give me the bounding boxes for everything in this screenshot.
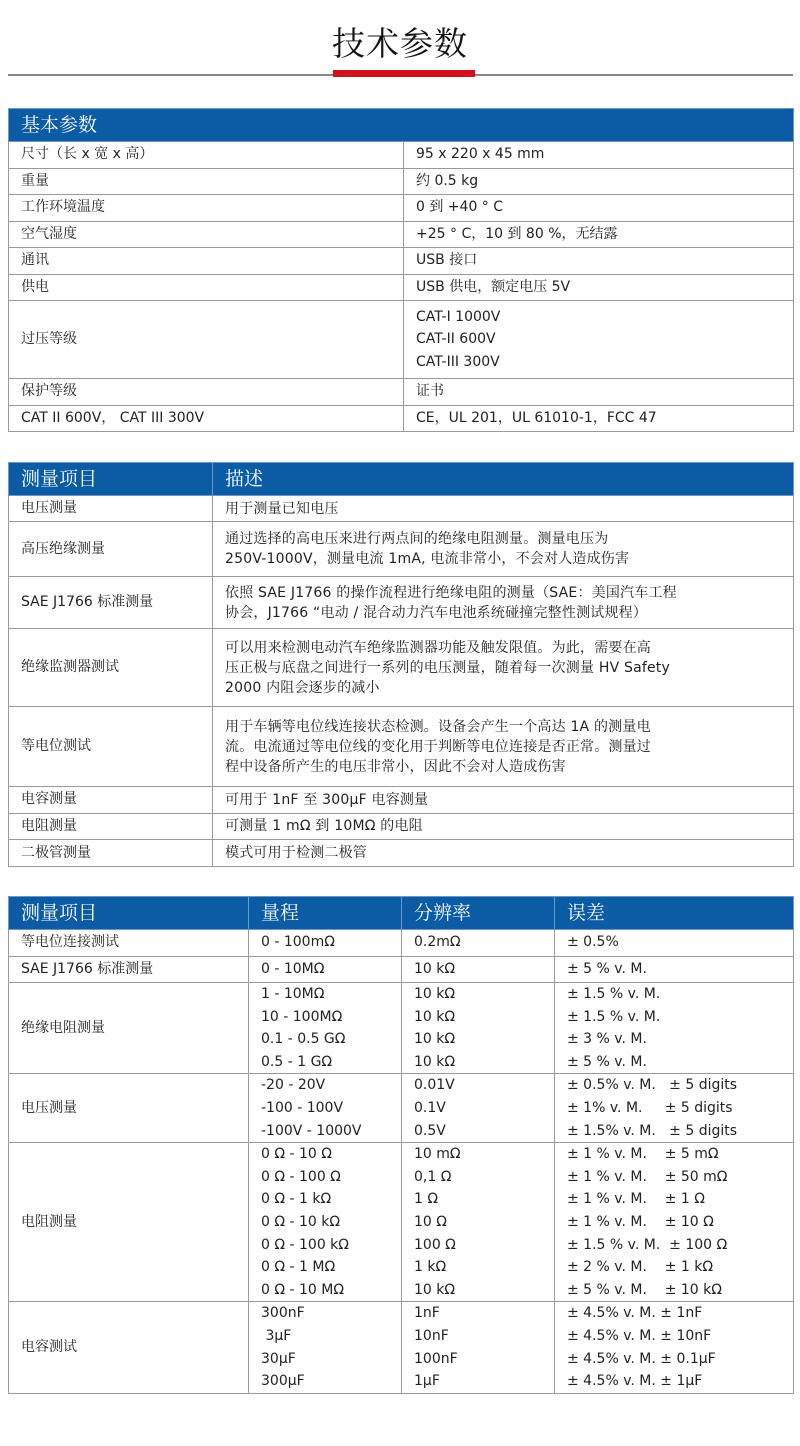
spec-range — [249, 1074, 402, 1143]
param-value — [404, 274, 794, 301]
table-row — [9, 301, 794, 379]
resolution-line: 10nF — [414, 1327, 449, 1344]
column-header: 测量项目 — [9, 897, 249, 930]
measurement-name: 电压测量 — [9, 1074, 249, 1143]
function-name: 电阻测量 — [9, 813, 213, 840]
accuracy-line: ± 0.5% — [567, 934, 619, 951]
accuracy-line: ± 4.5% v. M. ± 1nF — [567, 1305, 703, 1322]
spec-accuracy — [555, 1302, 794, 1393]
param-value-line: USB 供电，额定电压 5V — [416, 278, 571, 295]
measurement-name: 等电位连接测试 — [9, 930, 249, 957]
param-value-line: CAT-I 1000V — [416, 308, 501, 325]
range-line: 0 Ω - 10 Ω — [261, 1146, 332, 1163]
spec-accuracy — [555, 1074, 794, 1143]
param-label: 供电 — [9, 274, 404, 301]
basic-params-table — [8, 108, 794, 432]
table-row — [9, 787, 794, 814]
function-description — [213, 813, 794, 840]
function-name: 电容测量 — [9, 787, 213, 814]
param-value-line: 证书 — [416, 383, 444, 400]
table-row — [9, 629, 794, 707]
accuracy-line: ± 1.5 % v. M. — [567, 1008, 661, 1025]
resolution-line: 1 kΩ — [414, 1259, 447, 1276]
range-line: 0 Ω - 10 MΩ — [261, 1281, 345, 1298]
accuracy-line: ± 1 % v. M. ± 5 mΩ — [567, 1146, 719, 1163]
range-line: 0 Ω - 1 kΩ — [261, 1191, 332, 1208]
resolution-line: 0.01V — [414, 1077, 455, 1094]
param-value — [404, 195, 794, 222]
range-line: 0 - 10MΩ — [261, 960, 325, 977]
table-row — [9, 142, 794, 169]
table-header: 基本参数 — [9, 109, 794, 142]
page-title: 技术参数 — [332, 24, 468, 63]
resolution-line: 0.1V — [414, 1099, 446, 1116]
spec-range — [249, 1143, 402, 1302]
param-value-line: 约 0.5 kg — [416, 172, 479, 189]
measurement-name: SAE J1766 标准测量 — [9, 956, 249, 983]
description-line: 用于车辆等电位线连接状态检测。设备会产生一个高达 1A 的测量电 — [225, 718, 651, 735]
spec-resolution — [402, 1074, 555, 1143]
accuracy-line: ± 4.5% v. M. ± 1µF — [567, 1373, 703, 1390]
spec-range — [249, 930, 402, 957]
table-row — [9, 248, 794, 275]
description-line: 通过选择的高电压来进行两点间的绝缘电阻测量。测量电压为 — [225, 531, 609, 547]
accuracy-line: ± 1% v. M. ± 5 digits — [567, 1099, 733, 1116]
table-row — [9, 930, 794, 957]
resolution-line: 0.5V — [414, 1122, 446, 1139]
specs-table — [8, 896, 794, 1394]
accuracy-line: ± 1 % v. M. ± 1 Ω — [567, 1191, 705, 1208]
resolution-line: 1µF — [414, 1373, 440, 1390]
resolution-line: 10 Ω — [414, 1213, 447, 1230]
range-line: 0 - 100mΩ — [261, 934, 335, 951]
param-value-line: 0 到 +40 ° C — [416, 199, 504, 216]
range-line: 3µF — [261, 1327, 292, 1344]
column-header: 测量项目 — [9, 463, 213, 496]
title-accent-bar — [333, 70, 475, 77]
range-line: 300µF — [261, 1373, 305, 1390]
accuracy-line: ± 0.5% v. M. ± 5 digits — [567, 1077, 738, 1094]
param-label: 重量 — [9, 168, 404, 195]
column-header: 分辨率 — [402, 897, 555, 930]
range-line: 10 - 100MΩ — [261, 1008, 343, 1025]
range-line: 0 Ω - 100 Ω — [261, 1168, 341, 1185]
description-line: 可用于 1nF 至 300µF 电容测量 — [225, 791, 429, 808]
resolution-line: 10 kΩ — [414, 1053, 456, 1070]
resolution-line: 100 Ω — [414, 1236, 456, 1253]
param-value-line: +25 ° C，10 到 80 %，无结露 — [416, 225, 618, 242]
function-name: SAE J1766 标准测量 — [9, 577, 213, 629]
table-row — [9, 707, 794, 787]
description-line: 模式可用于检测二极管 — [225, 845, 367, 861]
function-name: 等电位测试 — [9, 707, 213, 787]
functions-table — [8, 462, 794, 867]
range-line: 1 - 10MΩ — [261, 986, 325, 1002]
resolution-line: 10 kΩ — [414, 1008, 456, 1025]
param-value-line: 95 x 220 x 45 mm — [416, 146, 545, 163]
column-header: 描述 — [213, 463, 794, 496]
table-row — [9, 1143, 794, 1302]
measurement-name: 电容测试 — [9, 1302, 249, 1393]
spec-resolution — [402, 1143, 555, 1302]
range-line: 0 Ω - 100 kΩ — [261, 1236, 349, 1253]
accuracy-line: ± 1.5 % v. M. — [567, 986, 661, 1002]
description-line: 程中设备所产生的电压非常小，因此不会对人造成伤害 — [225, 758, 566, 775]
measurement-name: 绝缘电阻测量 — [9, 983, 249, 1074]
param-label: 通讯 — [9, 248, 404, 275]
accuracy-line: ± 1.5 % v. M. ± 100 Ω — [567, 1236, 728, 1253]
param-value-line: CAT-III 300V — [416, 353, 500, 370]
table-row — [9, 577, 794, 629]
description-line: 可测量 1 mΩ 到 10MΩ 的电阻 — [225, 818, 423, 835]
spec-resolution — [402, 1302, 555, 1393]
range-line: -20 - 20V — [261, 1077, 326, 1094]
range-line: -100 - 100V — [261, 1099, 344, 1116]
table-row — [9, 956, 794, 983]
range-line: 30µF — [261, 1350, 296, 1367]
accuracy-line: ± 5 % v. M. — [567, 960, 647, 977]
param-value — [404, 221, 794, 248]
accuracy-line: ± 4.5% v. M. ± 10nF — [567, 1327, 712, 1344]
range-line: -100V - 1000V — [261, 1122, 362, 1139]
table-row — [9, 405, 794, 432]
description-line: 用于测量已知电压 — [225, 500, 339, 517]
param-value — [404, 405, 794, 432]
table-row — [9, 840, 794, 867]
function-description — [213, 522, 794, 577]
column-header: 量程 — [249, 897, 402, 930]
function-name: 绝缘监测器测试 — [9, 629, 213, 707]
range-line: 0 Ω - 1 MΩ — [261, 1259, 336, 1276]
accuracy-line: ± 4.5% v. M. ± 0.1µF — [567, 1350, 716, 1367]
param-value-line: CE，UL 201，UL 61010-1，FCC 47 — [416, 409, 657, 426]
spec-accuracy — [555, 1143, 794, 1302]
table-header-row — [9, 463, 794, 496]
param-value — [404, 379, 794, 406]
param-value — [404, 301, 794, 379]
accuracy-line: ± 1 % v. M. ± 10 Ω — [567, 1213, 714, 1230]
measurement-name: 电阻测量 — [9, 1143, 249, 1302]
table-row — [9, 522, 794, 577]
table-row — [9, 983, 794, 1074]
table-row — [9, 496, 794, 522]
param-label: 工作环境温度 — [9, 195, 404, 222]
resolution-line: 10 kΩ — [414, 1281, 456, 1298]
spec-resolution — [402, 983, 555, 1074]
table-header-row — [9, 897, 794, 930]
function-description — [213, 840, 794, 867]
spec-accuracy — [555, 956, 794, 983]
function-name: 高压绝缘测量 — [9, 522, 213, 577]
function-description — [213, 707, 794, 787]
range-line: 0.1 - 0.5 GΩ — [261, 1031, 346, 1048]
param-label: 保护等级 — [9, 379, 404, 406]
table-row — [9, 195, 794, 222]
description-line: 流。电流通过等电位线的变化用于判断等电位连接是否正常。测量过 — [225, 738, 651, 755]
table-row — [9, 813, 794, 840]
spec-range — [249, 983, 402, 1074]
spec-range — [249, 1302, 402, 1393]
table-row — [9, 221, 794, 248]
table-row — [9, 1074, 794, 1143]
accuracy-line: ± 1 % v. M. ± 50 mΩ — [567, 1168, 728, 1185]
description-line: 协会，J1766 “电动 / 混合动力汽车电池系统碰撞完整性测试规程） — [225, 604, 648, 621]
range-line: 0.5 - 1 GΩ — [261, 1053, 333, 1070]
function-description — [213, 629, 794, 707]
param-value — [404, 142, 794, 169]
param-label: 空气湿度 — [9, 221, 404, 248]
param-value-line: CAT-II 600V — [416, 331, 496, 348]
spec-accuracy — [555, 930, 794, 957]
accuracy-line: ± 1.5% v. M. ± 5 digits — [567, 1122, 738, 1139]
resolution-line: 10 kΩ — [414, 960, 456, 977]
accuracy-line: ± 2 % v. M. ± 1 kΩ — [567, 1259, 714, 1276]
accuracy-line: ± 5 % v. M. — [567, 1053, 647, 1070]
resolution-line: 1nF — [414, 1305, 440, 1322]
param-label: CAT II 600V， CAT III 300V — [9, 405, 404, 432]
spec-accuracy — [555, 983, 794, 1074]
accuracy-line: ± 5 % v. M. ± 10 kΩ — [567, 1281, 722, 1298]
spec-resolution — [402, 956, 555, 983]
table-header-row — [9, 109, 794, 142]
description-line: 压正极与底盘之间进行一系列的电压测量，随着每一次测量 HV Safety — [225, 659, 670, 676]
resolution-line: 100nF — [414, 1350, 458, 1367]
description-line: 可以用来检测电动汽车绝缘监测器功能及触发限值。为此，需要在高 — [225, 639, 651, 656]
function-description — [213, 787, 794, 814]
resolution-line: 10 mΩ — [414, 1146, 461, 1163]
function-name: 电压测量 — [9, 496, 213, 522]
function-name: 二极管测量 — [9, 840, 213, 867]
table-row — [9, 274, 794, 301]
param-label: 过压等级 — [9, 301, 404, 379]
description-line: 2000 内阻会逐步的减小 — [225, 679, 380, 696]
resolution-line: 0,1 Ω — [414, 1168, 452, 1185]
param-label: 尺寸（长 x 宽 x 高） — [9, 142, 404, 169]
function-description — [213, 496, 794, 522]
resolution-line: 10 kΩ — [414, 986, 456, 1002]
range-line: 0 Ω - 10 kΩ — [261, 1213, 341, 1230]
resolution-line: 1 Ω — [414, 1191, 439, 1208]
function-description — [213, 577, 794, 629]
range-line: 300nF — [261, 1305, 305, 1322]
param-value-line: USB 接口 — [416, 252, 478, 269]
column-header: 误差 — [555, 897, 794, 930]
resolution-line: 10 kΩ — [414, 1031, 456, 1048]
accuracy-line: ± 3 % v. M. — [567, 1031, 647, 1048]
param-value — [404, 248, 794, 275]
resolution-line: 0.2mΩ — [414, 934, 461, 951]
table-row — [9, 1302, 794, 1393]
table-row — [9, 168, 794, 195]
description-line: 250V-1000V，测量电流 1mA, 电流非常小，不会对人造成伤害 — [225, 551, 630, 567]
description-line: 依照 SAE J1766 的操作流程进行绝缘电阻的测量（SAE：美国汽车工程 — [225, 584, 677, 601]
spec-resolution — [402, 930, 555, 957]
spec-range — [249, 956, 402, 983]
table-row — [9, 379, 794, 406]
param-value — [404, 168, 794, 195]
